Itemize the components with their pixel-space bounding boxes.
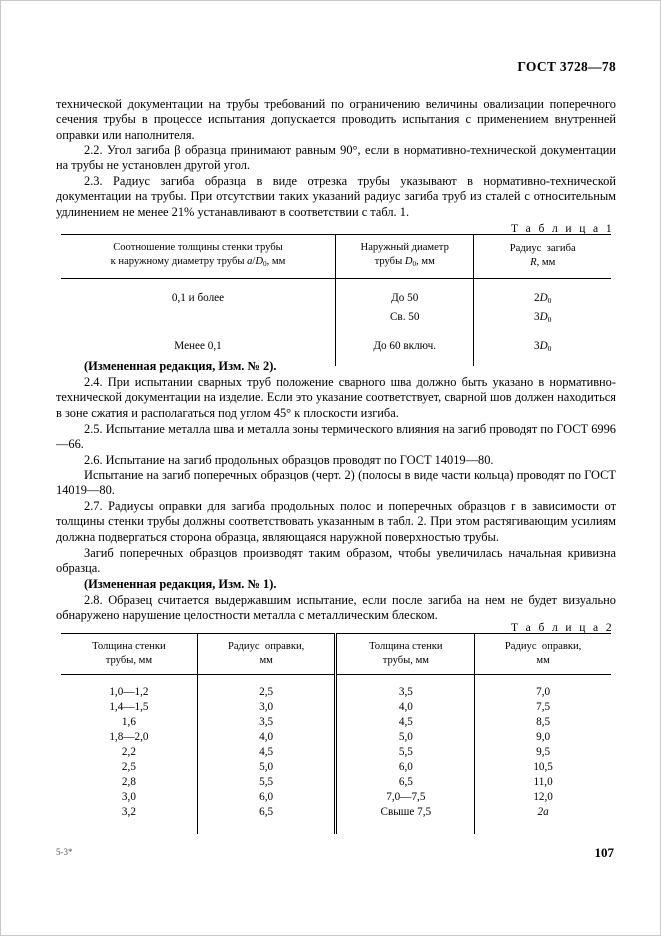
note-izm-1 xyxy=(56,577,616,592)
table-row xyxy=(61,337,611,356)
table-2-cell-thickness-left: 3,2 xyxy=(121,806,136,819)
table-row xyxy=(61,729,611,744)
paragraph-intro xyxy=(56,97,616,143)
paragraph-2-4 xyxy=(56,375,616,421)
paragraph-2-3 xyxy=(56,174,616,220)
table-2-cell-thickness-left: 2,5 xyxy=(121,761,136,774)
paragraph-2-6 xyxy=(56,453,616,468)
table-2-cell-radius-left: 2,5 xyxy=(197,684,336,699)
table-2-cell-thickness-left: 1,6 xyxy=(121,715,136,728)
table-2-cell-radius-left: 3,0 xyxy=(197,699,336,714)
paragraph-2-6b-text: Испытание на загиб поперечных образцов (черт. 2) (полосы в виде части кольца) проводят по ГОСТ 14019—80. xyxy=(56,468,616,498)
table-2-cell-thickness-right: 6,0 xyxy=(336,759,475,774)
table-2-cell-thickness-left: 1,8—2,0 xyxy=(109,730,149,743)
paragraph-2-2-text: 2.2. Угол загиба β образца принимают равным 90°, если в нормативно-технической документации на трубы не установлен другой угол. xyxy=(56,143,616,173)
table-2-header-row xyxy=(61,634,611,675)
paragraph-2-7b xyxy=(56,546,616,577)
table-2 xyxy=(61,633,611,834)
paragraph-2-6-text: 2.6. Испытание на загиб продольных образцов проводят по ГОСТ 14019—80. xyxy=(84,453,494,467)
table-2-header-radius-right: Радиус оправки, мм xyxy=(475,634,611,675)
table-row xyxy=(61,744,611,759)
table-2-cell-radius-right: 7,0 xyxy=(475,684,611,699)
table-2-cell-radius-left: 6,5 xyxy=(197,805,336,820)
table-1-cell-ratio xyxy=(61,308,336,327)
table-2-spacer-row xyxy=(61,820,611,834)
table-2-cell-radius-left: 6,0 xyxy=(197,790,336,805)
table-1-cell-radius: $2D_0$ xyxy=(474,289,611,308)
table-1-cell-ratio: 0,1 и более xyxy=(171,292,225,305)
table-1-header-radius: Радиус загиба R, мм xyxy=(474,235,611,279)
table-1-header-diameter: Наружный диаметр трубы $D_0$, мм xyxy=(336,235,474,279)
table-2-header-thickness-left: Толщина стенки трубы, мм xyxy=(61,634,197,675)
table-2-header-thickness-right: Толщина стенки трубы, мм xyxy=(336,634,475,675)
table-1-header-row xyxy=(61,235,611,279)
table-1-spacer-row xyxy=(61,278,611,289)
table-1-header-ratio: Соотношение толщины стенки трубы к наружному диаметру трубы $a/D_0$, мм xyxy=(61,235,336,279)
page-number: 107 xyxy=(594,845,614,860)
table-1-caption: Т а б л и ц а 1 xyxy=(510,223,614,235)
paragraph-2-8 xyxy=(56,593,616,624)
table-row xyxy=(61,790,611,805)
table-2-cell-radius-right: 7,5 xyxy=(475,699,611,714)
table-2-cell-radius-right: 8,5 xyxy=(475,714,611,729)
signature-mark: 5-3* xyxy=(56,847,73,857)
paragraph-2-7 xyxy=(56,499,616,545)
paragraph-2-3-text: 2.3. Радиус загиба образца в виде отрезка трубы указывают в нормативно-технической документации на трубы. При отсутствии таких указаний радиус загиба труб из сталей с относительным удлинением не менее 21% устанавливают в соответствии с табл. 1. xyxy=(56,174,616,219)
standard-number-header: ГОСТ 3728—78 xyxy=(517,59,616,74)
table-2-cell-radius-right: 11,0 xyxy=(475,775,611,790)
note-izm-2 xyxy=(56,359,616,374)
table-1 xyxy=(61,234,611,366)
table-2-cell-thickness-left: 1,4—1,5 xyxy=(109,700,149,713)
table-2-caption: Т а б л и ц а 2 xyxy=(510,622,614,634)
paragraph-intro-text: технической документации на трубы требований по ограничению величины овализации поперечного сечения трубы в процессе испытания допускается проводить испытания с применением внутренней оправки или наполнителя. xyxy=(56,97,616,142)
table-2-cell-radius-right: 2a xyxy=(475,805,611,820)
page-content xyxy=(56,1,616,936)
table-row xyxy=(61,759,611,774)
paragraph-2-2 xyxy=(56,143,616,174)
table-1-cell-ratio: Менее 0,1 xyxy=(174,340,222,353)
table-row xyxy=(61,714,611,729)
table-2-cell-thickness-right: 7,0—7,5 xyxy=(336,790,475,805)
table-2-cell-thickness-right: 4,0 xyxy=(336,699,475,714)
table-1-cell-radius: $3D_0$ xyxy=(474,308,611,327)
table-2-cell-radius-left: 5,0 xyxy=(197,759,336,774)
table-2-cell-thickness-left: 2,2 xyxy=(121,745,136,758)
table-2-cell-thickness-left: 3,0 xyxy=(121,791,136,804)
table-row xyxy=(61,308,611,327)
table-2-cell-thickness-right: 4,5 xyxy=(336,714,475,729)
table-2-cell-thickness-right: 3,5 xyxy=(336,684,475,699)
table-2-cell-thickness-left: 2,8 xyxy=(121,776,136,789)
table-row xyxy=(61,775,611,790)
note-izm-1-text: (Измененная редакция, Изм. № 1). xyxy=(84,577,277,591)
table-2-cell-radius-right: 9,5 xyxy=(475,744,611,759)
paragraph-2-8-text: 2.8. Образец считается выдержавшим испытание, если после загиба на нем не будет визуально обнаружено нарушение целостности металла с металлическим блеском. xyxy=(56,593,616,623)
paragraph-2-6b xyxy=(56,468,616,499)
table-2-cell-radius-right: 12,0 xyxy=(475,790,611,805)
table-2-cell-radius-left: 4,5 xyxy=(197,744,336,759)
table-2-cell-radius-left: 3,5 xyxy=(197,714,336,729)
table-1-spacer-row xyxy=(61,327,611,337)
paragraph-2-4-text: 2.4. При испытании сварных труб положение сварного шва должно быть указано в нормативно-технической документации на изделие. Если это указание соответствует, сварной шов должен находиться в зоне сжатия и располагаться под углом 45° к плоскости изгиба. xyxy=(56,375,616,420)
paragraph-2-7-text: 2.7. Радиусы оправки для загиба продольных полос и поперечных образцов r в зависимости от толщины стенки трубы должны соответствовать указанным в табл. 2. При этом растягивающим усилиям должна подвергаться сторона образца, являющаяся наружной поверхностью трубы. xyxy=(56,499,616,544)
table-2-cell-thickness-right: 5,5 xyxy=(336,744,475,759)
paragraph-2-5-text: 2.5. Испытание металла шва и металла зоны термического влияния на загиб проводят по ГОСТ 6996—66. xyxy=(56,422,616,452)
table-1-cell-diameter: Св. 50 xyxy=(336,308,474,327)
table-row xyxy=(61,699,611,714)
table-2-cell-thickness-right: Свыше 7,5 xyxy=(336,805,475,820)
table-2-cell-radius-right: 9,0 xyxy=(475,729,611,744)
table-2-spacer-row xyxy=(61,675,611,685)
table-row xyxy=(61,289,611,308)
table-2-cell-thickness-right: 5,0 xyxy=(336,729,475,744)
table-1-cell-diameter: До 60 включ. xyxy=(336,337,474,356)
table-2-cell-thickness-right: 6,5 xyxy=(336,775,475,790)
table-2-cell-thickness-left: 1,0—1,2 xyxy=(109,685,149,698)
paragraph-2-5 xyxy=(56,422,616,453)
note-izm-2-text: (Измененная редакция, Изм. № 2). xyxy=(84,359,277,373)
paragraph-2-7b-text: Загиб поперечных образцов производят таким образом, чтобы увеличилась начальная кривизна образца. xyxy=(56,546,616,576)
table-2-cell-radius-left: 5,5 xyxy=(197,775,336,790)
table-1-cell-radius: $3D_0$ xyxy=(474,337,611,356)
table-2-cell-radius-left: 4,0 xyxy=(197,729,336,744)
table-row xyxy=(61,684,611,699)
table-1-cell-diameter: До 50 xyxy=(336,289,474,308)
table-2-cell-radius-right: 10,5 xyxy=(475,759,611,774)
table-row xyxy=(61,805,611,820)
table-2-header-radius-left: Радиус оправки, мм xyxy=(197,634,336,675)
